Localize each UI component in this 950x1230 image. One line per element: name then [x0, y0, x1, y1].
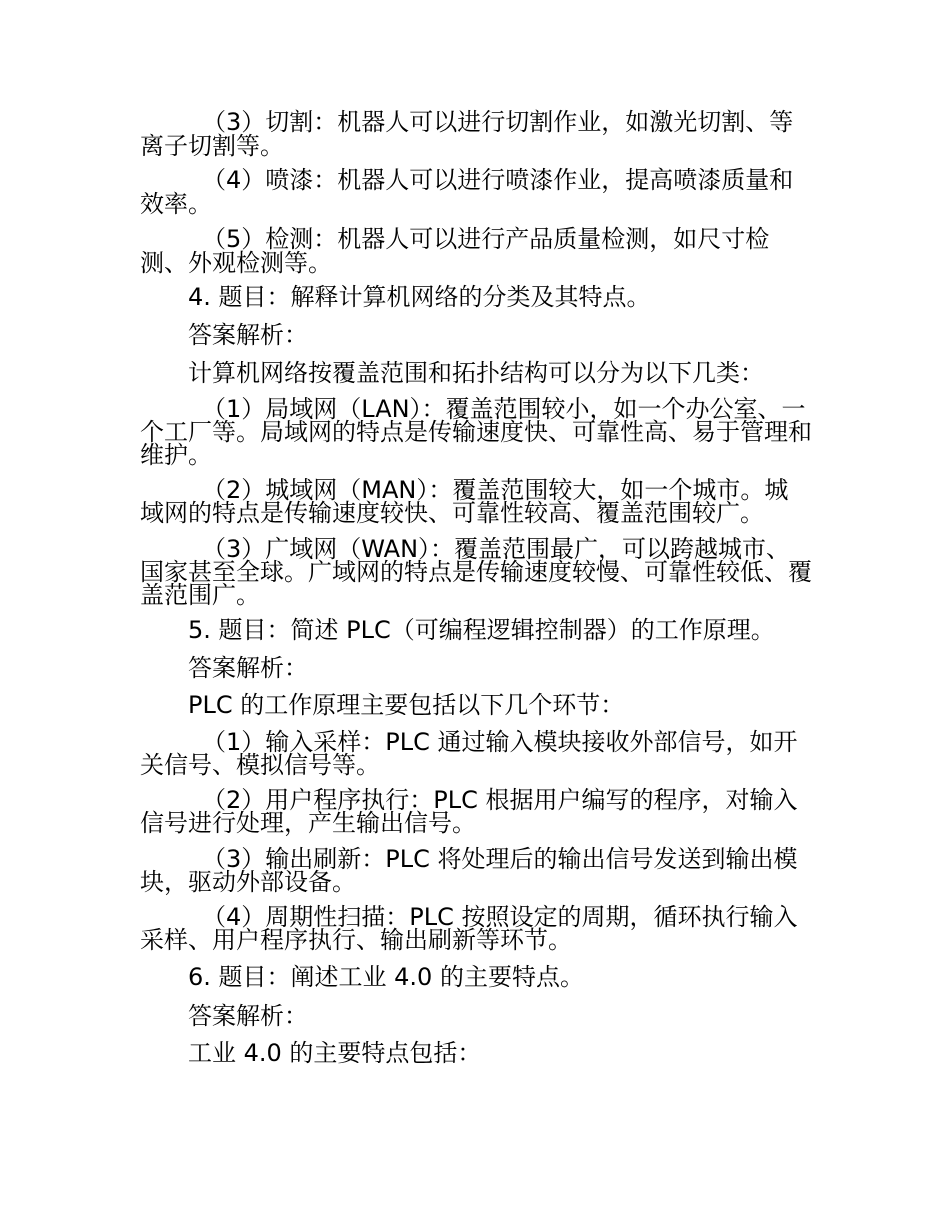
paragraph-cutting: （3）切割：机器人可以进行切割作业，如激光切割、等离子切割等。 — [140, 108, 794, 160]
question-6-title: 6. 题目：阐述工业 4.0 的主要特点。 — [188, 963, 584, 991]
paragraph-lan: （1）局域网（LAN）：覆盖范围较小，如一个办公室、一个工厂等。局域网的特点是传输速度快、可靠性高、易于管理和维护。 — [140, 395, 812, 469]
paragraph-painting: （4）喷漆：机器人可以进行喷漆作业，提高喷漆质量和效率。 — [140, 166, 794, 218]
plc-intro: PLC 的工作原理主要包括以下几个环节： — [188, 691, 625, 719]
industry-4-intro: 工业 4.0 的主要特点包括： — [188, 1039, 482, 1067]
paragraph-output-refresh: （3）输出刷新：PLC 将处理后的输出信号发送到输出模块，驱动外部设备。 — [140, 845, 798, 896]
paragraph-wan: （3）广域网（WAN）：覆盖范围最广，可以跨越城市、国家甚至全球。广域网的特点是传输速度较慢、可靠性较低、覆盖范围广。 — [140, 535, 812, 609]
paragraph-input-sampling: （1）输入采样：PLC 通过输入模块接收外部信号，如开关信号、模拟信号等。 — [140, 728, 798, 779]
paragraph-man: （2）城域网（MAN）：覆盖范围较大，如一个城市。城域网的特点是传输速度较快、可靠性较高、覆盖范围较广。 — [140, 476, 789, 527]
answer-label-6: 答案解析： — [188, 1002, 308, 1030]
question-5-title: 5. 题目：简述 PLC（可编程逻辑控制器）的工作原理。 — [188, 616, 775, 644]
answer-label-4: 答案解析： — [188, 321, 308, 349]
network-intro: 计算机网络按覆盖范围和拓扑结构可以分为以下几类： — [188, 359, 764, 387]
paragraph-periodic-scan: （4）周期性扫描：PLC 按照设定的周期，循环执行输入采样、用户程序执行、输出刷新等环节。 — [140, 903, 798, 954]
answer-label-5: 答案解析： — [188, 654, 308, 682]
question-4-title: 4. 题目：解释计算机网络的分类及其特点。 — [188, 283, 651, 311]
paragraph-program-execution: （2）用户程序执行：PLC 根据用户编写的程序，对输入信号进行处理，产生输出信号。 — [140, 786, 798, 837]
paragraph-inspection: （5）检测：机器人可以进行产品质量检测，如尺寸检测、外观检测等。 — [140, 225, 770, 277]
